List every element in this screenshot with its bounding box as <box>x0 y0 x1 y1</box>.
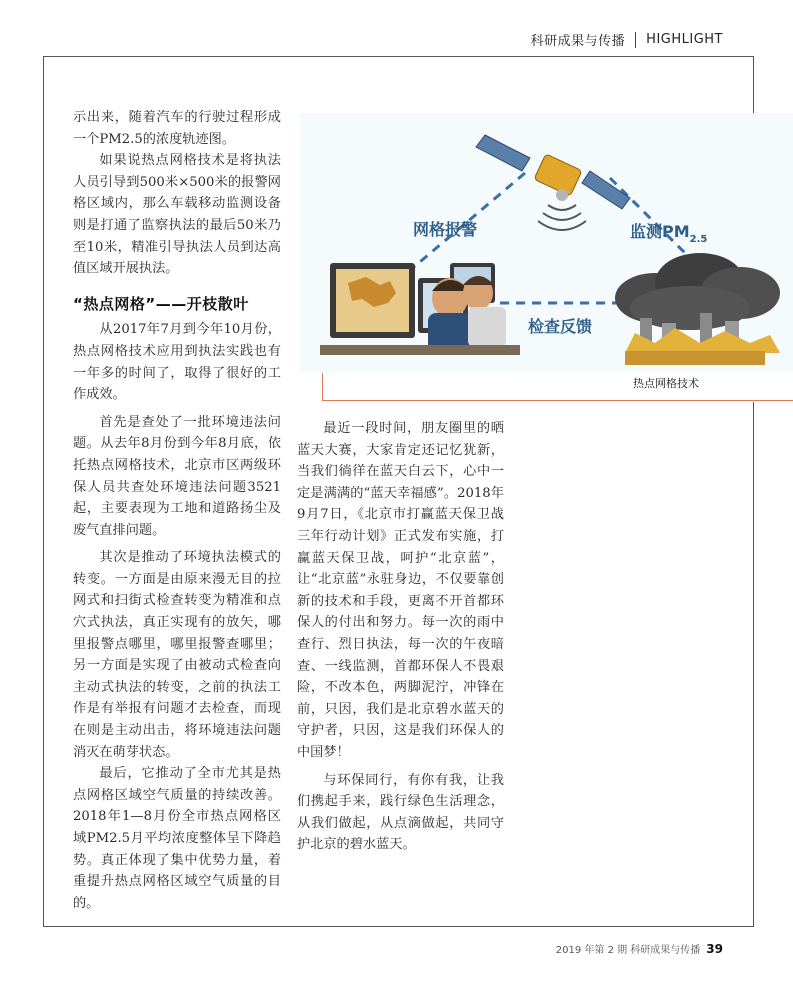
label-monitor-sub: 2.5 <box>689 234 708 245</box>
factory-pollution-icon <box>615 253 780 365</box>
hotspot-grid-illustration <box>300 113 793 373</box>
label-monitor-main: 监测PM <box>630 222 690 241</box>
label-inspection-feedback: 检查反馈 <box>528 317 593 336</box>
page-footer <box>556 941 723 956</box>
paragraph: 其次是推动了环境执法模式的转变。一方面是由原来漫无目的拉网式和扫街式检查转变为精准和点穴式执法，真正实现有的放矢，哪里报警点哪里，哪里报警查哪里；另一方面是实现了由被动式检查向主动式执法的转变，之前的执法工作是有举报有问题才去检查，而现在则是主动出击，将环境违法问题消灭在萌芽状态。 <box>73 550 281 760</box>
figure-caption: 热点网格技术 <box>633 377 699 390</box>
header-divider <box>635 32 636 48</box>
running-header <box>531 30 723 49</box>
label-grid-alarm: 网格报警 <box>413 220 478 239</box>
paragraph: 示出来，随着汽车的行驶过程形成一个PM2.5的浓度轨迹图。 <box>73 110 281 147</box>
frame-line-bottom <box>43 926 753 927</box>
right-column <box>297 418 504 856</box>
illustration-svg <box>300 113 793 373</box>
frame-line-right-bottom <box>753 402 754 927</box>
footer-issue: 2019 年第 2 期 科研成果与传播 <box>555 945 701 956</box>
paragraph: 与环保同行，有你有我，让我们携起手来，践行绿色生活理念，从我们做起，从点滴做起，共同守护北京的碧水蓝天。 <box>297 772 504 853</box>
left-column <box>73 107 281 914</box>
frame-line-left <box>43 56 44 926</box>
caption-border <box>322 373 793 401</box>
paragraph: 从2017年7月到今年10月份，热点网格技术应用到执法实践也有一年多的时间了，取得了很好的工作成效。 <box>73 322 281 403</box>
frame-line-right-top <box>753 56 754 113</box>
monitoring-workstation-icon <box>320 263 520 355</box>
paragraph: 最近一段时间，朋友圈里的晒蓝天大赛，大家肯定还记忆犹新，当我们徜徉在蓝天白云下，心中一定是满满的“蓝天幸福感”。2018年9月7日，《北京市打赢蓝天保卫战三年行动计划》正式发布实施，打赢蓝天保卫战，呵护“北京蓝”，让“北京蓝”永驻身边，不仅要靠创新的技术和手段，更离不开首都环保人的付出和努力。每一次的雨中查行、烈日执法，每一次的午夜暗查、一线监测，首都环保人不畏艰险，不改本色，两脚泥泞，冲锋在前，只因，我们是北京碧水蓝天的守护者，只因，这是我们环保人的中国梦！ <box>297 421 504 760</box>
label-monitor-pm <box>630 222 707 245</box>
paragraph: 最后，它推动了全市尤其是热点网格区域空气质量的持续改善。2018年1—8月份全市热点网格区域PM2.5月平均浓度整体呈下降趋势。真正体现了集中优势力量，着重提升热点网格区域空气质量的目的。 <box>73 766 281 911</box>
satellite-icon <box>476 135 630 230</box>
section-title: “热点网格”——开枝散叶 <box>73 294 249 313</box>
header-label: HIGHLIGHT <box>646 32 723 47</box>
header-section: 科研成果与传播 <box>530 34 626 49</box>
frame-line-top <box>43 56 753 57</box>
paragraph: 如果说热点网格技术是将执法人员引导到500米×500米的报警网格区域内，那么车载移动监测设备则是打通了监察执法的最后50米乃至10米，精准引导执法人员到达高值区域开展执法。 <box>73 153 281 277</box>
paragraph: 首先是查处了一批环境违法问题。从去年8月份到今年8月底，依托热点网格技术，北京市区两级环保人员共查处环境违法问题3521起，主要表现为工地和道路扬尘及废气直排问题。 <box>73 414 281 538</box>
page-number: 39 <box>706 942 723 956</box>
